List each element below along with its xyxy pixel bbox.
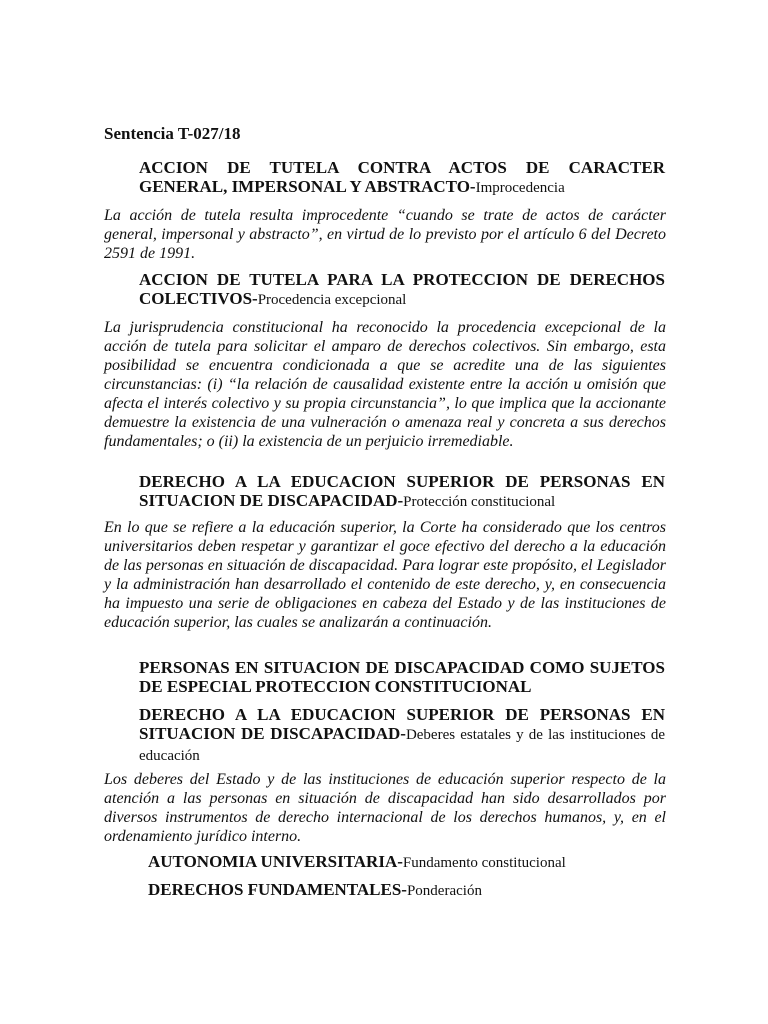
paragraph-2: La jurisprudencia constitucional ha reconocido la procedencia excepcional de la acción de tutela para solicitar el amparo de derechos colectivos. Sin embargo, esta posibilidad se encuentra condicionada a que se acredite una de las siguientes circunstancias: (i) “la relación de causalidad existente entre la acción u omisión que afecta el interés colectivo y su propia circunstancia”, lo que implica que la accionante demuestre la existencia de una vulneración o amenaza real y concreta a sus derechos fundamentales; o (ii) la existencia de un perjuicio irremediable. [104, 319, 666, 450]
document-title: Sentencia T-027/18 [104, 124, 241, 143]
section-heading-6-bold: AUTONOMIA UNIVERSITARIA- [148, 852, 403, 871]
section-heading-6-sub: Fundamento constitucional [402, 855, 566, 871]
section-heading-5-bold: DERECHO A LA EDUCACION SUPERIOR DE PERSONAS EN SITUACION DE DISCAPACIDAD- [139, 705, 665, 743]
section-heading-3 [139, 472, 665, 512]
section-heading-2-sub: Procedencia excepcional [257, 292, 407, 308]
section-heading-7-bold: DERECHOS FUNDAMENTALES- [148, 880, 407, 899]
section-heading-2 [139, 270, 665, 310]
section-heading-7 [148, 880, 482, 900]
section-heading-2-bold: ACCION DE TUTELA PARA LA PROTECCION DE DERECHOS COLECTIVOS- [139, 270, 665, 308]
section-heading-4 [139, 658, 665, 696]
paragraph-4: Los deberes del Estado y de las instituciones de educación superior respecto de la atención a las personas en situación de discapacidad han sido desarrollados por diversos instrumentos de derecho internacional de los derechos humanos, y, en el ordenamiento jurídico interno. [104, 771, 666, 845]
section-heading-4-bold: PERSONAS EN SITUACION DE DISCAPACIDAD COMO SUJETOS DE ESPECIAL PROTECCION CONSTITUCIONAL [139, 658, 665, 696]
paragraph-1: La acción de tutela resulta improcedente “cuando se trate de actos de carácter general, impersonal y abstracto”, en virtud de lo previsto por el artículo 6 del Decreto 2591 de 1991. [104, 207, 666, 262]
paragraph-3: En lo que se refiere a la educación superior, la Corte ha considerado que los centros universitarios deben respetar y garantizar el goce efectivo del derecho a la educación de las personas en situación de discapacidad. Para lograr este propósito, el Legislador y la administración han desarrollado el contenido de este derecho, y, en consecuencia ha impuesto una serie de obligaciones en cabeza del Estado y de las instituciones de educación superior, las cuales se analizarán a continuación. [104, 519, 666, 631]
section-heading-5-sub: Deberes estatales y de las instituciones de educación [139, 727, 665, 764]
section-heading-3-sub: Protección constitucional [403, 494, 556, 510]
section-heading-7-sub: Ponderación [406, 883, 482, 899]
section-heading-5 [139, 705, 665, 766]
section-heading-3-bold: DERECHO A LA EDUCACION SUPERIOR DE PERSONAS EN SITUACION DE DISCAPACIDAD- [139, 472, 665, 510]
section-heading-1-bold: ACCION DE TUTELA CONTRA ACTOS DE CARACTER GENERAL, IMPERSONAL Y ABSTRACTO- [139, 158, 665, 196]
section-heading-1-sub: Improcedencia [475, 180, 565, 196]
section-heading-6 [148, 852, 566, 872]
section-heading-1 [139, 158, 665, 198]
